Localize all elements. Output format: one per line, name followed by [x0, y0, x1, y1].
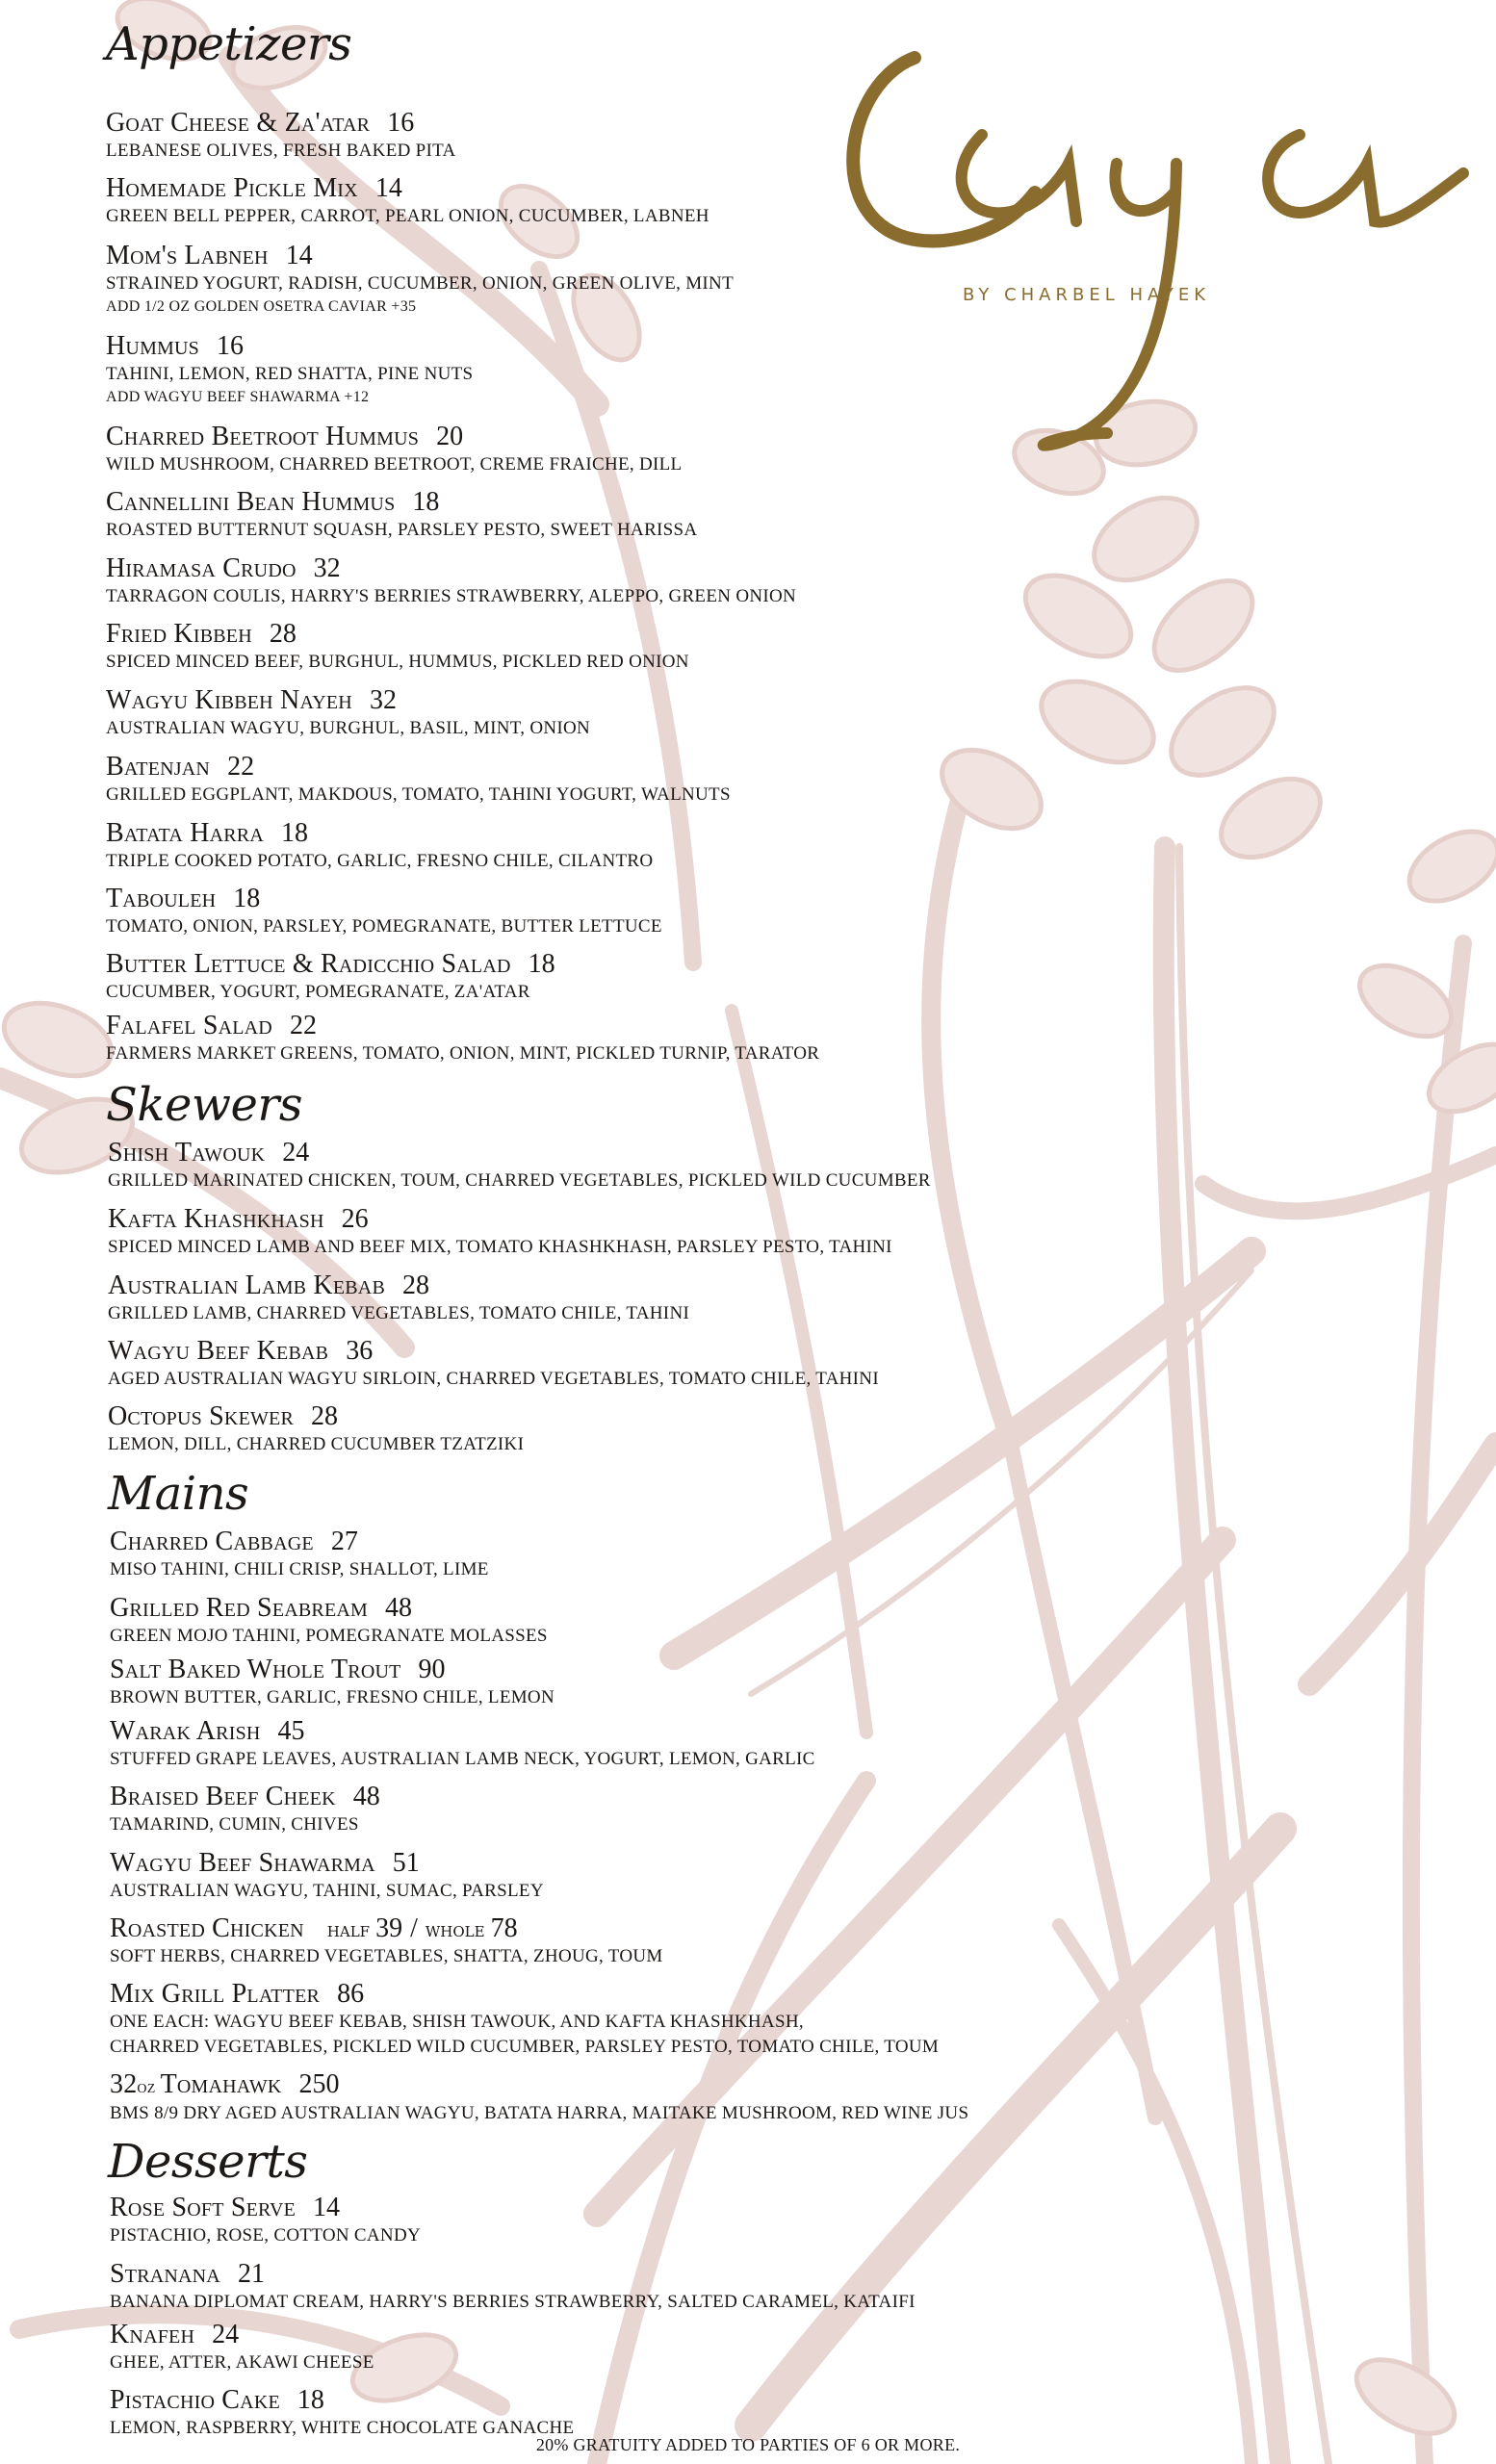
menu-item: Hiramasa Crudo 32 TARRAGON COULIS, HARRY'S BERRIES STRAWBERRY, ALEPPO, GREEN ONION	[106, 553, 797, 606]
menu-item: Braised Beef Cheek 48 TAMARIND, CUMIN, CHIVES	[110, 1782, 380, 1835]
section-title-appetizers: Appetizers	[106, 17, 352, 71]
menu-item: Batata Harra 18 TRIPLE COOKED POTATO, GARLIC, FRESNO CHILE, CILANTRO	[106, 818, 654, 871]
menu-item: Salt Baked Whole Trout 90 BROWN BUTTER, GARLIC, FRESNO CHILE, LEMON	[110, 1655, 555, 1707]
menu-item: Roasted Chicken half 39 / whole 78 SOFT HERBS, CHARRED VEGETABLES, SHATTA, ZHOUG, TOUM	[110, 1913, 663, 1966]
menu-item: Warak Arish 45 STUFFED GRAPE LEAVES, AUSTRALIAN LAMB NECK, YOGURT, LEMON, GARLIC	[110, 1716, 815, 1769]
menu-item: Cannellini Bean Hummus 18 ROASTED BUTTERNUT SQUASH, PARSLEY PESTO, SWEET HARISSA	[106, 487, 698, 540]
menu-item: Octopus Skewer 28 LEMON, DILL, CHARRED CUCUMBER TZATZIKI	[108, 1401, 525, 1454]
menu-item: Tabouleh 18 TOMATO, ONION, PARSLEY, POMEGRANATE, BUTTER LETTUCE	[106, 884, 662, 937]
menu-item: Shish Tawouk 24 GRILLED MARINATED CHICKEN, TOUM, CHARRED VEGETABLES, PICKLED WILD CUCUMBER	[108, 1138, 931, 1191]
menu-item: Goat Cheese & Za'atar 16 LEBANESE OLIVES, FRESH BAKED PITA	[106, 108, 456, 161]
menu-item: Mix Grill Platter 86 ONE EACH: WAGYU BEEF KEBAB, SHISH TAWOUK, AND KAFTA KHASHKHASH, CHARRED VEGETABLES, PICKLED WILD CUCUMBER, PARSLEY PESTO, TOMATO CHILE, TOUM	[110, 1979, 940, 2057]
menu-item: Fried Kibbeh 28 SPICED MINCED BEEF, BURGHUL, HUMMUS, PICKLED RED ONION	[106, 619, 689, 672]
gratuity-note: 20% GRATUITY ADDED TO PARTIES OF 6 OR MORE.	[535, 2435, 961, 2454]
menu-item: Charred Beetroot Hummus 20 WILD MUSHROOM, CHARRED BEETROOT, CREME FRAICHE, DILL	[106, 422, 683, 475]
section-title-mains: Mains	[108, 1467, 249, 1521]
menu-item: Wagyu Beef Kebab 36 AGED AUSTRALIAN WAGYU SIRLOIN, CHARRED VEGETABLES, TOMATO CHILE, TAHINI	[108, 1336, 879, 1389]
section-title-skewers: Skewers	[106, 1078, 302, 1132]
menu-item: Knafeh 24 GHEE, ATTER, AKAWI CHEESE	[110, 2320, 374, 2373]
menu-item: Homemade Pickle Mix 14 GREEN BELL PEPPER, CARROT, PEARL ONION, CUCUMBER, LABNEH	[106, 173, 709, 226]
menu-item: Rose Soft Serve 14 PISTACHIO, ROSE, COTTON CANDY	[110, 2193, 421, 2246]
menu-item: Mom's Labneh 14 STRAINED YOGURT, RADISH, CUCUMBER, ONION, GREEN OLIVE, MINT ADD 1/2 OZ GOLDEN OSETRA CAVIAR +35	[106, 241, 734, 315]
menu-item: Kafta Khashkhash 26 SPICED MINCED LAMB AND BEEF MIX, TOMATO KHASHKHASH, PARSLEY PESTO, TAHINI	[108, 1204, 892, 1257]
menu-item: Grilled Red Seabream 48 GREEN MOJO TAHINI, POMEGRANATE MOLASSES	[110, 1593, 548, 1646]
logo-tagline: BY CHARBEL HAYEK	[963, 285, 1211, 305]
menu-item: Stranana 21 BANANA DIPLOMAT CREAM, HARRY'S BERRIES STRAWBERRY, SALTED CARAMEL, KATAIFI	[110, 2259, 916, 2312]
menu-item: Charred Cabbage 27 MISO TAHINI, CHILI CRISP, SHALLOT, LIME	[110, 1527, 489, 1579]
menu-item: Falafel Salad 22 FARMERS MARKET GREENS, TOMATO, ONION, MINT, PICKLED TURNIP, TARATOR	[106, 1011, 820, 1064]
menu-item: Wagyu Beef Shawarma 51 AUSTRALIAN WAGYU, TAHINI, SUMAC, PARSLEY	[110, 1848, 544, 1901]
menu-item: Batenjan 22 GRILLED EGGPLANT, MAKDOUS, TOMATO, TAHINI YOGURT, WALNUTS	[106, 752, 731, 805]
menu-item: Pistachio Cake 18 LEMON, RASPBERRY, WHITE CHOCOLATE GANACHE	[110, 2385, 575, 2438]
menu-item: Butter Lettuce & Radicchio Salad 18 CUCUMBER, YOGURT, POMEGRANATE, ZA'ATAR	[106, 949, 555, 1002]
menu-item: Hummus 16 TAHINI, LEMON, RED SHATTA, PINE NUTS ADD WAGYU BEEF SHAWARMA +12	[106, 331, 474, 405]
menu-item: 32oz Tomahawk 250 BMS 8/9 DRY AGED AUSTRALIAN WAGYU, BATATA HARRA, MAITAKE MUSHROOM, RED WINE JUS	[110, 2069, 969, 2123]
section-title-desserts: Desserts	[108, 2135, 308, 2189]
menu-item: Australian Lamb Kebab 28 GRILLED LAMB, CHARRED VEGETABLES, TOMATO CHILE, TAHINI	[108, 1270, 690, 1323]
menu-item: Wagyu Kibbeh Nayeh 32 AUSTRALIAN WAGYU, BURGHUL, BASIL, MINT, ONION	[106, 685, 591, 738]
